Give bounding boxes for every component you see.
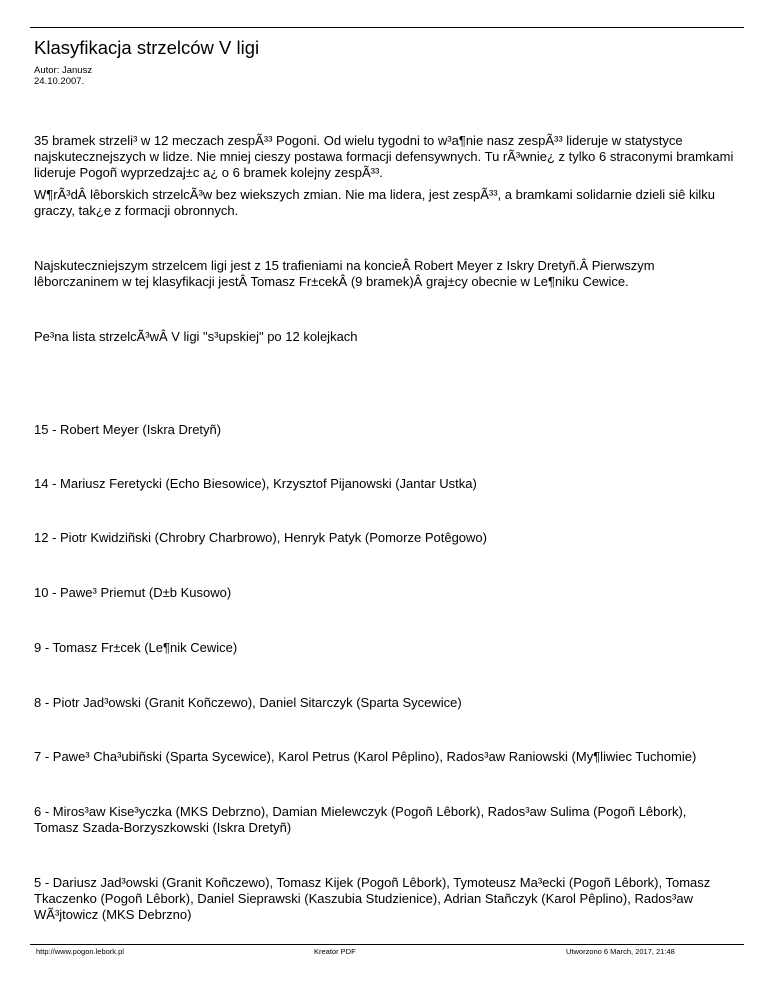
footer-url-link[interactable]: http://www.pogon.lebork.pl	[36, 947, 124, 956]
date-line: 24.10.2007.	[34, 76, 85, 87]
footer-created-date: Utworzono 6 March, 2017, 21:48	[566, 947, 675, 956]
scorer-line: 14 - Mariusz Feretycki (Echo Biesowice), Krzysztof Pijanowski (Jantar Ustka)	[34, 476, 477, 491]
intro-paragraph-1: 35 bramek strzeli³ w 12 meczach zespÃ³³ Pogoni. Od wielu tygodni to w³a¶nie nasz zespÃ³³ lideruje w statystyce najskutecznejszych w lidze. Nie mniej cieszy postawa formacji defensywnych. Tu rÃ³wnie¿ z tylko 6 straconymi bramkami lideruje Pogoñ wyprzedzaj±c a¿ o 6 bramek kolejny zespÃ³³.	[34, 133, 734, 180]
scorer-line: 7 - Pawe³ Cha³ubiñski (Sparta Sycewice), Karol Petrus (Karol Pêplino), Rados³aw Raniowski (My¶liwiec Tuchomie)	[34, 749, 697, 764]
footer-rule	[30, 944, 744, 945]
scorer-line: 9 - Tomasz Fr±cek (Le¶nik Cewice)	[34, 640, 238, 655]
scorer-line: 10 - Pawe³ Priemut (D±b Kusowo)	[34, 585, 232, 600]
author-line: Autor: Janusz	[34, 65, 93, 76]
scorer-line: 5 - Dariusz Jad³owski (Granit Koñczewo), Tomasz Kijek (Pogoñ Lêbork), Tymoteusz Ma³ecki (Pogoñ Lêbork), Tomasz Tkaczenko (Pogoñ Lêbork), Daniel Sieprawski (Kaszubia Studzienice), Adrian Stañczyk (Karol Pêplino), Rados³aw WÃ³jtowicz (MKS Debrzno)	[34, 875, 711, 922]
page-title: Klasyfikacja strzelców V ligi	[34, 37, 260, 58]
scorer-line: 12 - Piotr Kwidziñski (Chrobry Charbrowo), Henryk Patyk (Pomorze Potêgowo)	[34, 530, 487, 545]
header-rule	[30, 27, 744, 28]
scorer-line: 8 - Piotr Jad³owski (Granit Koñczewo), Daniel Sitarczyk (Sparta Sycewice)	[34, 695, 462, 710]
scorer-line: 15 - Robert Meyer (Iskra Dretyñ)	[34, 422, 222, 437]
scorer-line: 6 - Miros³aw Kise³yczka (MKS Debrzno), Damian Mielewczyk (Pogoñ Lêbork), Rados³aw Sulima (Pogoñ Lêbork), Tomasz Szada-Borzyszkowski (Iskra Dretyñ)	[34, 804, 687, 835]
footer-creator: Kreator PDF	[314, 947, 356, 956]
intro-paragraph-3: Najskuteczniejszym strzelcem ligi jest z 15 trafieniami na koncieÂ Robert Meyer z Iskry Dretyñ.Â Pierwszym lêborczaninem w tej klasyfikacji jestÂ Tomasz Fr±cekÂ (9 bramek)Â graj±cy obecnie w Le¶niku Cewice.	[34, 258, 655, 289]
article-meta	[34, 65, 92, 87]
list-heading: Pe³na lista strzelcÃ³wÂ V ligi "s³upskiej" po 12 kolejkach	[34, 329, 358, 344]
intro-paragraph-2: W¶rÃ³dÂ lêborskich strzelcÃ³w bez wiekszych zmian. Nie ma lidera, jest zespÃ³³, a bramkami solidarnie dzieli siê kilku graczy, tak¿e z formacji obronnych.	[34, 187, 716, 218]
